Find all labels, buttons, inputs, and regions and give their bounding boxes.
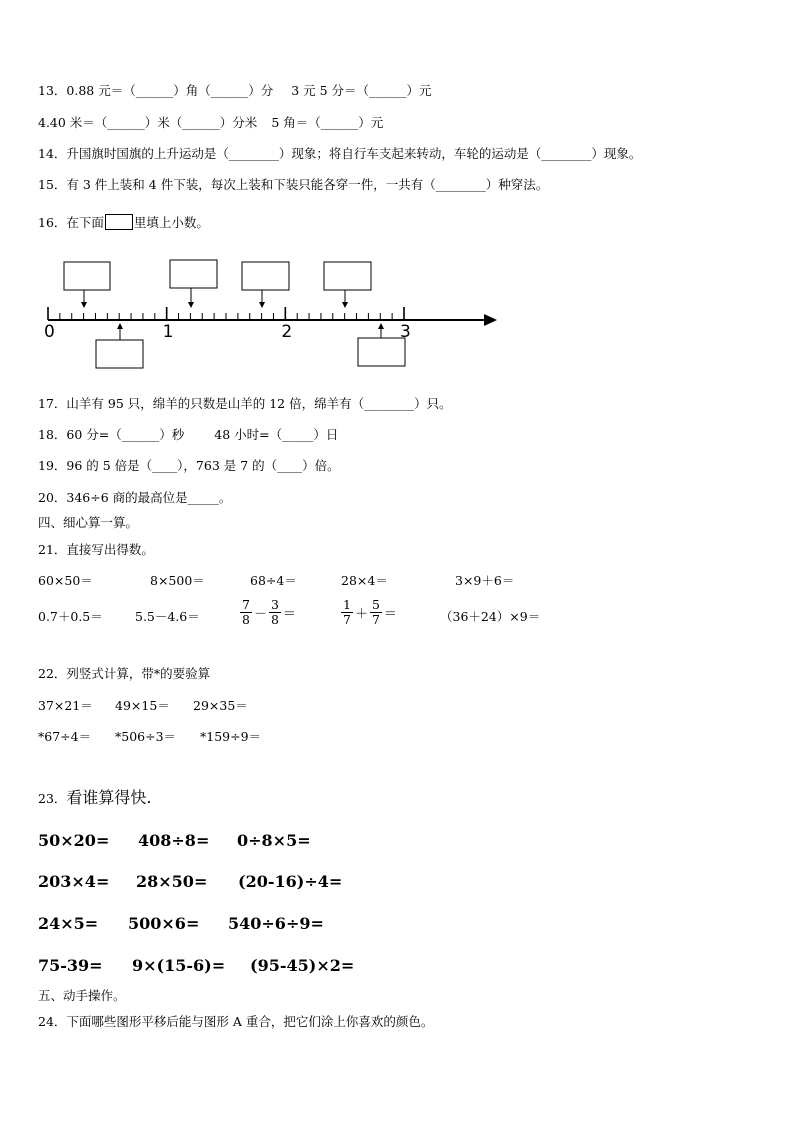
q16-before: 16．在下面 (38, 215, 104, 230)
q21-title: 21．直接写出得数。 (38, 542, 154, 557)
q21-r1-c2: 8×500＝ (150, 573, 205, 588)
answer-box-top-3[interactable] (242, 262, 289, 290)
answer-box-top-4[interactable] (324, 262, 371, 290)
q23-number: 23． (38, 791, 67, 806)
q21-r2-c1: 0.7＋0.5＝ (38, 609, 103, 624)
fraction-5-7: $\frac{5}{7}$ (371, 597, 380, 627)
q16-sample-box (105, 214, 133, 230)
answer-box-bottom-1[interactable] (96, 340, 143, 368)
answer-box-top-1[interactable] (64, 262, 110, 290)
fraction-7-8: $\frac{7}{8}$ (242, 597, 250, 627)
arrow-head-bottom-2 (378, 323, 384, 329)
q23-r4-c3: (95-45)×2= (250, 956, 355, 975)
q22-r1-c2: 49×15＝ (115, 698, 170, 713)
q23-r1-c2: 408÷8= (138, 831, 210, 850)
q22-r2-c2: *506÷3＝ (115, 729, 177, 744)
q23-r2-c1: 203×4= (38, 872, 110, 891)
answer-box-top-2[interactable] (170, 260, 217, 288)
q23-r1-c1: 50×20= (38, 831, 110, 850)
q17-text: 17．山羊有 95 只，绵羊的只数是山羊的 12 倍，绵羊有（________）只。 (38, 396, 452, 411)
q18-text-b: 48 小时=（_____）日 (214, 427, 339, 442)
q22-r2-c1: *67÷4＝ (38, 729, 92, 744)
q23-r3-c1: 24×5= (38, 914, 99, 933)
q22-r1-c1: 37×21＝ (38, 698, 93, 713)
number-line-arrowhead (484, 314, 497, 326)
number-line-figure (0, 250, 520, 375)
q23-r1-c3: 0÷8×5= (237, 831, 311, 850)
q13-text-c: 4.40 米＝（______）米（______）分米 (38, 115, 258, 130)
q16-after: 里填上小数。 (133, 215, 209, 230)
fraction-1-7: $\frac{1}{7}$ (343, 597, 351, 627)
q23-r4-c1: 75-39= (38, 956, 103, 975)
section-5-heading: 五、动手操作。 (38, 988, 126, 1003)
q21-r2-c2: 5.5－4.6＝ (135, 609, 200, 624)
number-line-label: 1 (162, 322, 174, 342)
q23-r4-c2: 9×(15-6)= (132, 956, 226, 975)
arrow-head-top-2 (188, 302, 194, 308)
q21-r1-c4: 28×4＝ (341, 573, 388, 588)
q18-line (38, 427, 338, 443)
q23-title: 看谁算得快. (66, 788, 152, 807)
q15-text: 15．有 3 件上装和 4 件下装，每次上装和下装只能各穿一件，一共有（________）种穿法。 (38, 177, 549, 192)
section-4-heading: 四、细心算一算。 (38, 515, 139, 530)
number-line-label: 0 (44, 322, 55, 342)
number-line-label: 2 (281, 322, 293, 342)
q13-text-d: 5 角＝（______）元 (271, 115, 384, 130)
q20-text: 20．346÷6 商的最高位是_____。 (38, 490, 232, 505)
number-line-ticks (48, 307, 404, 320)
fraction-3-8: $\frac{3}{8}$ (270, 597, 279, 627)
q21-fraction-expr-1: $\frac{7}{8}$ － $\frac{3}{8}$ ＝ (242, 597, 296, 627)
q21-r2-c5: （36＋24）×9＝ (440, 609, 541, 624)
q22-r1-c3: 29×35＝ (193, 698, 248, 713)
q22-title: 22．列竖式计算，带*的要验算 (38, 666, 211, 681)
q23-r3-c3: 540÷6÷9= (228, 914, 324, 933)
q13-text-a: 13．0.88 元＝（______）角（______）分 (38, 83, 274, 98)
q18-text-a: 18．60 分=（______）秒 (38, 427, 185, 442)
q23-title-line (38, 788, 152, 809)
arrow-head-top-3 (259, 302, 265, 308)
q16-text (38, 214, 209, 231)
arrow-head-bottom-1 (117, 323, 123, 329)
arrow-head-top-4 (342, 302, 348, 308)
q13-text-b: 3 元 5 分＝（______）元 (291, 83, 432, 98)
q19-text: 19．96 的 5 倍是（____），763 是 7 的（____）倍。 (38, 458, 340, 473)
q21-r1-c1: 60×50＝ (38, 573, 93, 588)
answer-box-bottom-2[interactable] (358, 338, 405, 366)
arrow-head-top-1 (81, 302, 87, 308)
q23-r2-c3: (20-16)÷4= (238, 872, 343, 891)
q21-r1-c5: 3×9＋6＝ (455, 573, 515, 588)
q21-r1-c3: 68÷4＝ (250, 573, 297, 588)
q23-r2-c2: 28×50= (136, 872, 208, 891)
q13-line2 (38, 115, 383, 131)
q24-text: 24．下面哪些图形平移后能与图形 A 重合，把它们涂上你喜欢的颜色。 (38, 1014, 434, 1029)
q23-r3-c2: 500×6= (128, 914, 200, 933)
q21-fraction-expr-2: $\frac{1}{7}$ ＋ $\frac{5}{7}$ ＝ (343, 597, 397, 627)
number-line-label: 3 (400, 322, 411, 342)
q13-line1 (38, 83, 432, 99)
number-line-labels (44, 322, 411, 342)
q14-text: 14．升国旗时国旗的上升运动是（________）现象；将自行车支起来转动，车轮的运动是（________）现象。 (38, 146, 642, 161)
q22-r2-c3: *159÷9＝ (200, 729, 262, 744)
